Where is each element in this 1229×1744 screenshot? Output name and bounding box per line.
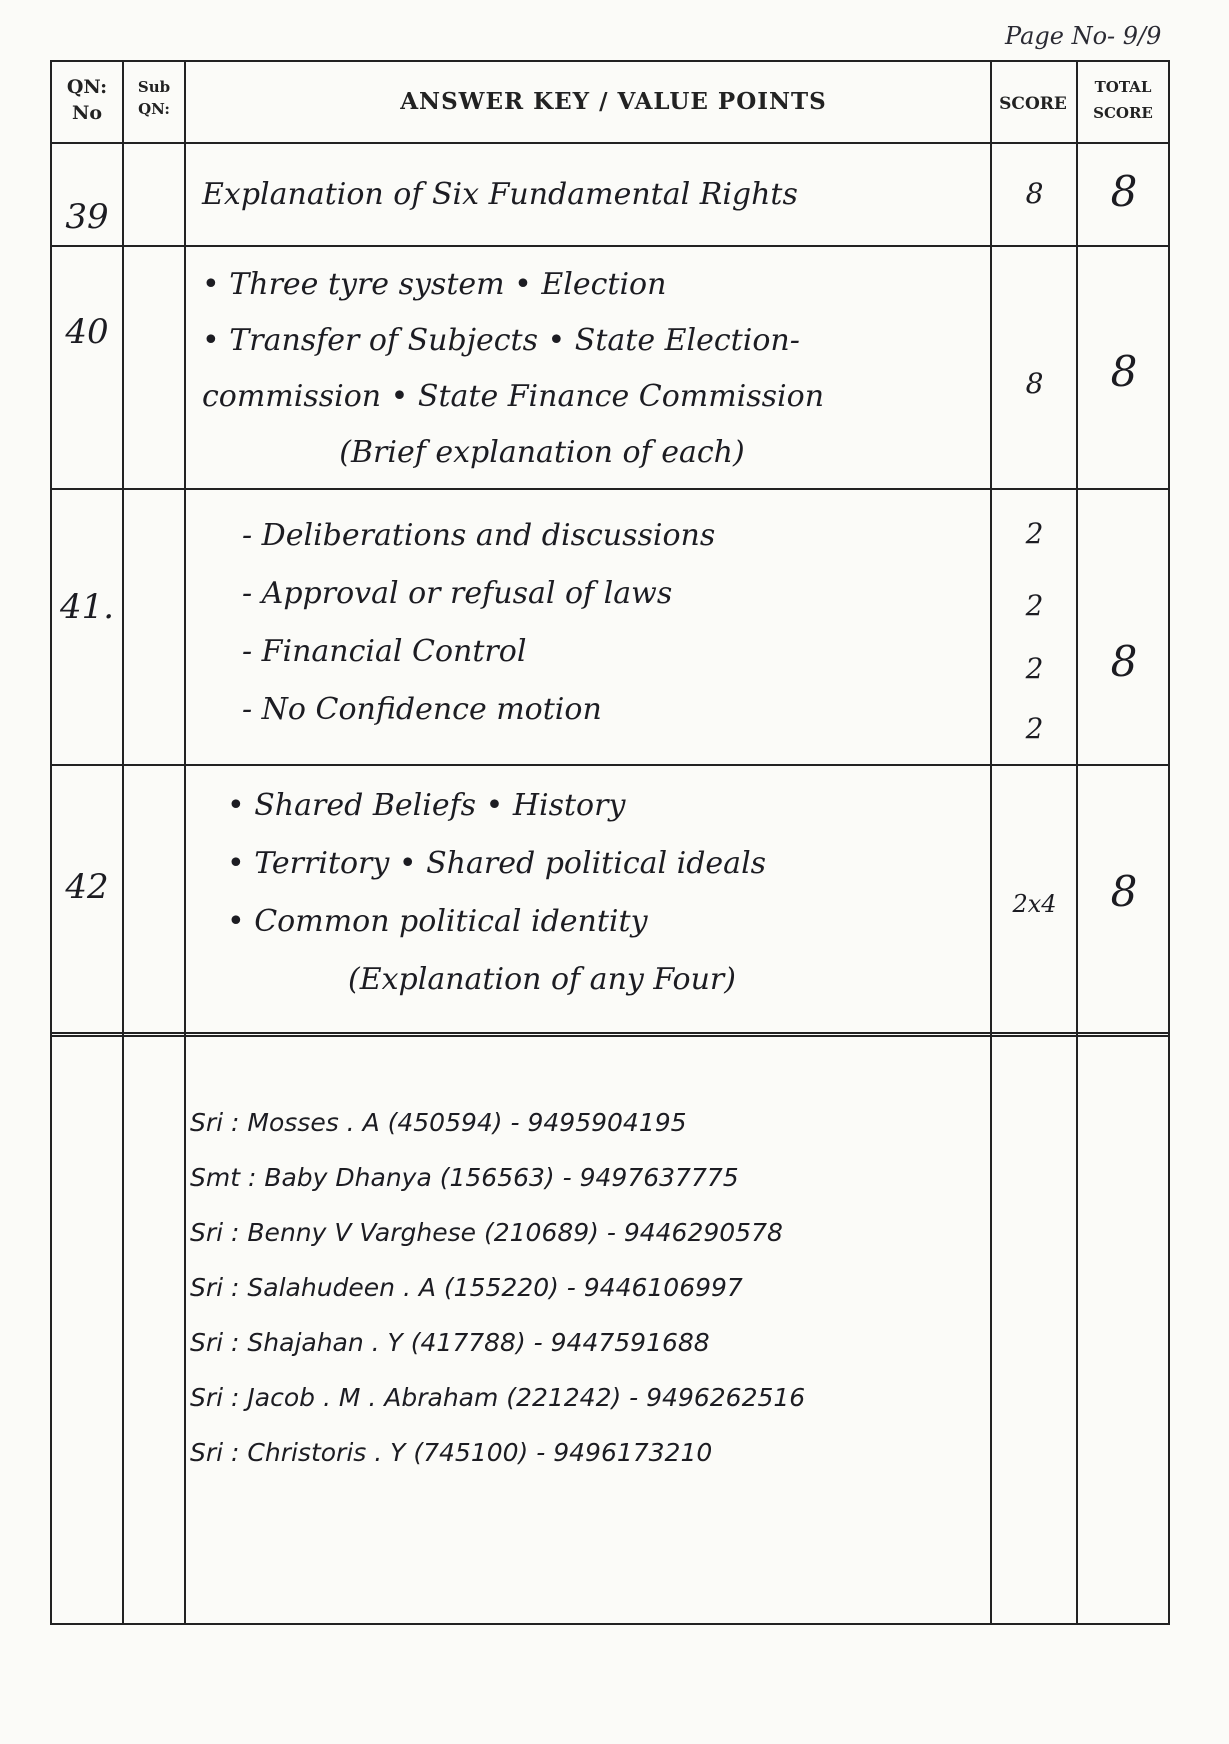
question-number: 42 xyxy=(65,867,109,907)
contact-entry: Sri : Jacob . M . Abraham (221242) - 9496262516 xyxy=(190,1383,806,1412)
contact-entry: Smt : Baby Dhanya (156563) - 9497637775 xyxy=(190,1163,739,1192)
answer-points xyxy=(202,777,1032,1009)
answer-line: • Territory • Shared political ideals xyxy=(227,846,767,881)
score-value: 2x4 xyxy=(1012,890,1057,918)
header-total-score: TOTAL SCORE xyxy=(1093,78,1153,122)
contact-entry: Sri : Mosses . A (450594) - 9495904195 xyxy=(190,1108,687,1137)
answer-line: - Deliberations and discussions xyxy=(242,518,716,553)
page-number: Page No- 9/9 xyxy=(1005,22,1162,50)
row-divider xyxy=(52,245,1168,247)
answer-line: commission • State Finance Commission xyxy=(202,379,825,414)
contact-entry: Sri : Salahudeen . A (155220) - 9446106997 xyxy=(190,1273,743,1302)
total-score-value: 8 xyxy=(1110,347,1138,396)
contact-list xyxy=(190,1095,970,1480)
answer-line: - Financial Control xyxy=(242,634,527,669)
total-score-value: 8 xyxy=(1110,167,1138,216)
contact-entry: Sri : Christoris . Y (745100) - 9496173210 xyxy=(190,1438,713,1467)
score-value: 8 xyxy=(1025,177,1044,210)
question-number: 41. xyxy=(59,587,115,627)
question-number: 39 xyxy=(65,197,109,237)
contact-entry: Sri : Benny V Varghese (210689) - 9446290578 xyxy=(190,1218,783,1247)
answer-line: - Approval or refusal of laws xyxy=(242,576,673,611)
row-divider xyxy=(52,1032,1168,1037)
score-value: 2 xyxy=(1025,712,1044,745)
score-value: 2 xyxy=(1025,652,1044,685)
score-value: 2 xyxy=(1025,589,1044,622)
answer-points xyxy=(202,257,1032,481)
column-divider xyxy=(184,62,186,1623)
score-value: 8 xyxy=(1025,367,1044,400)
answer-line: • Three tyre system • Election xyxy=(202,267,667,302)
column-divider xyxy=(1076,62,1078,1623)
row-divider xyxy=(52,142,1168,144)
header-sub-qn: Sub QN: xyxy=(137,78,171,118)
answer-line: (Explanation of any Four) xyxy=(348,962,736,997)
score-value: 2 xyxy=(1025,517,1044,550)
row-divider xyxy=(52,764,1168,766)
total-score-value: 8 xyxy=(1110,867,1138,916)
header-score: SCORE xyxy=(999,94,1067,114)
question-number: 40 xyxy=(65,312,109,352)
row-divider xyxy=(52,488,1168,490)
answer-line: Explanation of Six Fundamental Rights xyxy=(202,177,798,212)
answer-line: • Transfer of Subjects • State Election- xyxy=(202,323,800,358)
header-qn: QN: No xyxy=(66,76,108,124)
answer-line: • Shared Beliefs • History xyxy=(227,788,626,823)
answer-line: - No Confidence motion xyxy=(242,692,602,727)
answer-line: (Brief explanation of each) xyxy=(339,435,745,470)
answer-line: • Common political identity xyxy=(227,904,648,939)
header-answer-key: ANSWER KEY / VALUE POINTS xyxy=(400,88,827,115)
answer-points xyxy=(202,507,1032,739)
total-score-value: 8 xyxy=(1110,637,1138,686)
answer-points xyxy=(202,167,1032,223)
column-divider xyxy=(122,62,124,1623)
contact-entry: Sri : Shajahan . Y (417788) - 9447591688 xyxy=(190,1328,710,1357)
